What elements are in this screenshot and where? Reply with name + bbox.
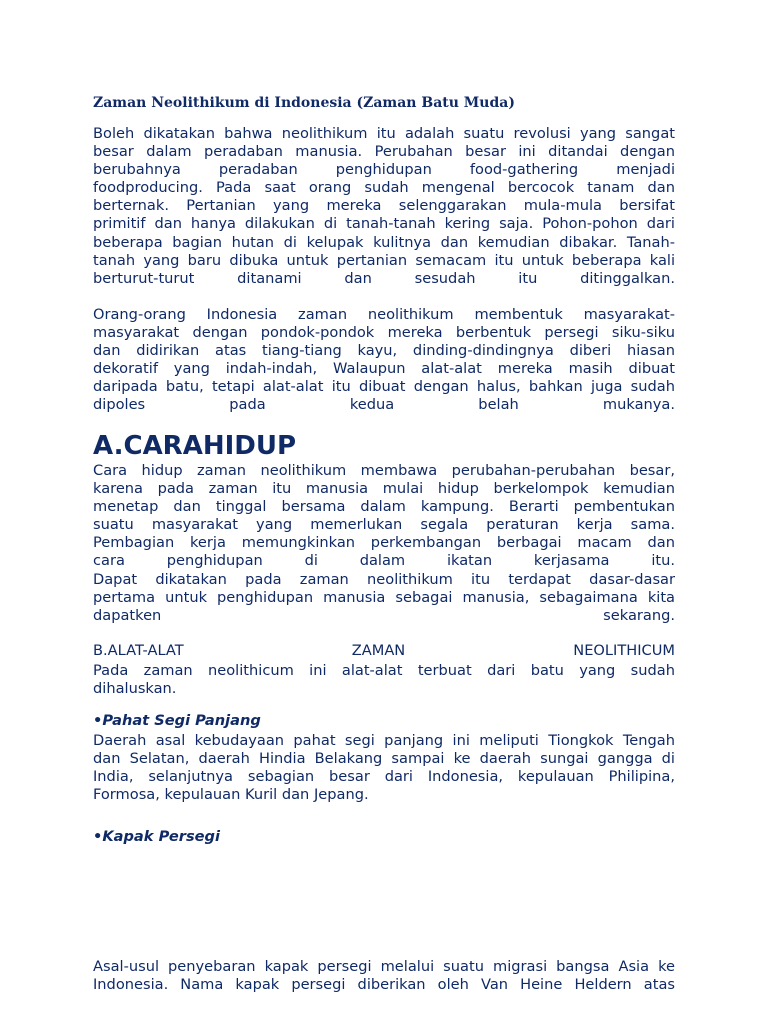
text-line: Cara hidup zaman neolithikum membawa perubahan-perubahan besar,: [93, 462, 675, 479]
text-line: dan Selatan, daerah Hindia Belakang sampai ke daerah sungai gangga di: [93, 750, 675, 768]
text-line: besar dalam peradaban manusia. Perubahan besar ini ditandai dengan: [93, 143, 675, 161]
text-line: tanah yang baru dibuka untuk pertanian semacam itu untuk beberapa kali: [93, 251, 675, 269]
text-line: daripada batu, tetapi alat-alat itu dibuat dengan halus, bahkan juga sudah: [93, 378, 675, 396]
text-line: India, selanjutnya sebagian besar dari Indonesia, kepulauan Philipina,: [93, 768, 675, 786]
paragraph-pahat-origin: [93, 732, 675, 804]
text-line: menetap dan tinggal bersama dalam kampung. Berarti pembentukan: [93, 498, 675, 516]
text-line: cara penghidupan di dalam ikatan kerjasama itu.: [93, 552, 675, 570]
paragraph-way-of-life: [93, 462, 675, 625]
paragraph-society: [93, 306, 675, 415]
text-line: Dapat dikatakan pada zaman neolithikum itu terdapat dasar-dasar: [93, 570, 675, 588]
text-line: karena pada zaman itu manusia mulai hidup berkelompok kemudian: [93, 480, 675, 498]
text-line: foodproducing. Pada saat orang sudah mengenal bercocok tanam dan: [93, 179, 675, 197]
text-line: Daerah asal kebudayaan pahat segi panjang ini meliputi Tiongkok Tengah: [93, 732, 675, 749]
text-line: berternak. Pertanian yang mereka selenggarakan mula-mula bersifat: [93, 197, 675, 215]
text-line: beberapa bagian hutan di kelupak kulitnya dan kemudian dibakar. Tanah-: [93, 233, 675, 251]
text-line: Asal-usul penyebaran kapak persegi melalui suatu migrasi bangsa Asia ke: [93, 958, 675, 975]
text-line: Indonesia. Nama kapak persegi diberikan oleh Van Heine Heldern atas: [93, 976, 675, 994]
text-fragment: dapatken: [93, 606, 162, 624]
text-line: dan didirikan atas tiang-tiang kayu, dinding-dindingnya diberi hiasan: [93, 342, 675, 360]
text-line: Formosa, kepulauan Kuril dan Jepang.: [93, 786, 369, 804]
text-line: pertama untuk penghidupan manusia sebagai manusia, sebagaimana kita: [93, 588, 675, 606]
text-line: masyarakat dengan pondok-pondok mereka berbentuk persegi siku-siku: [93, 324, 675, 342]
text-line: Pembagian kerja memungkinkan perkembangan berbagai macam dan: [93, 534, 675, 552]
section-heading-alat-alat: B.ALAT-ALAT ZAMAN NEOLITHICUM: [93, 642, 675, 659]
text-line: Boleh dikatakan bahwa neolithikum itu adalah suatu revolusi yang sangat: [93, 125, 675, 142]
item-heading-pahat-segi-panjang: •Pahat Segi Panjang: [93, 712, 261, 729]
text-line: dipoles pada kedua belah mukanya.: [93, 396, 675, 414]
document-title: Zaman Neolithikum di Indonesia (Zaman Batu Muda): [93, 95, 515, 111]
text-line: Orang-orang Indonesia zaman neolithikum membentuk masyarakat-: [93, 306, 675, 323]
text-line: suatu masyarakat yang memerlukan segala peraturan kerja sama.: [93, 516, 675, 534]
text-line: [93, 607, 675, 625]
item-heading-kapak-persegi: •Kapak Persegi: [93, 828, 220, 845]
text-line: berubahnya peradaban penghidupan food-gathering menjadi: [93, 161, 675, 179]
text-line: berturut-turut ditanami dan sesudah itu ditinggalkan.: [93, 269, 675, 287]
text-line: Pada zaman neolithicum ini alat-alat terbuat dari batu yang sudah: [93, 662, 675, 679]
paragraph-kapak-origin: [93, 958, 675, 994]
paragraph-tools: [93, 662, 675, 698]
text-fragment: sekarang.: [603, 606, 675, 624]
section-heading-carahidup: A.CARAHIDUP: [93, 431, 297, 461]
text-line: dihaluskan.: [93, 680, 177, 698]
paragraph-revolution: [93, 125, 675, 288]
text-line: dekoratif yang indah-indah, Walaupun alat-alat mereka masih dibuat: [93, 360, 675, 378]
text-line: primitif dan hanya dilakukan di tanah-tanah kering saja. Pohon-pohon dari: [93, 215, 675, 233]
